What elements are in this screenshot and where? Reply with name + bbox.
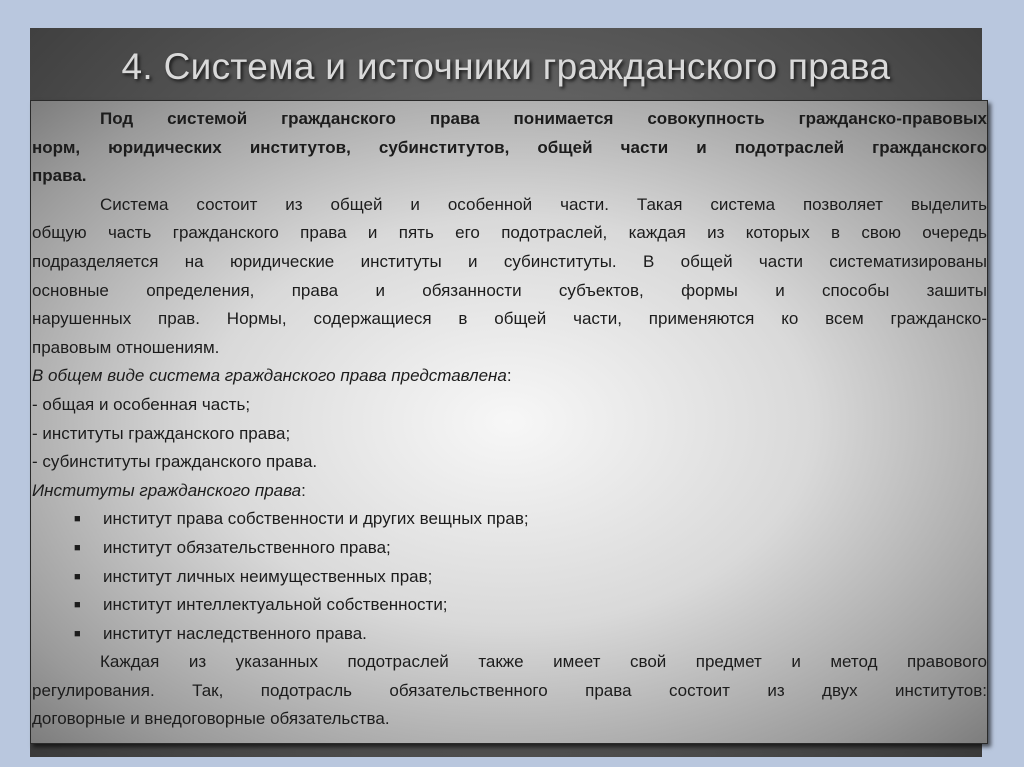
institute-item-text: институт наследственного права. — [103, 623, 367, 643]
institute-item-text: институт права собственности и других вещных прав; — [103, 509, 529, 529]
definition-line: норм, юридических институтов, субинститутов, общей части и подотраслей гражданского — [32, 137, 987, 157]
slide-title: 4. Система и источники гражданского права — [121, 46, 891, 87]
institute-item — [32, 591, 987, 620]
closing-paragraph-line: регулирования. Так, подотрасль обязательственного права состоит из двух институтов: — [32, 680, 987, 700]
square-bullet-icon: ■ — [74, 627, 81, 640]
closing-paragraph-line: договорные и внедоговорные обязательства. — [32, 709, 390, 729]
general-view-heading — [32, 362, 987, 391]
definition-line: Под системой гражданского права понимается совокупность гражданско-правовых — [100, 109, 987, 128]
institutes-colon: : — [301, 480, 306, 500]
system-paragraph-line: Система состоит из общей и особенной части. Такая система позволяет выделить — [100, 194, 987, 214]
institute-item-text: институт личных неимущественных прав; — [103, 566, 433, 586]
square-bullet-icon: ■ — [74, 513, 81, 526]
institutes-heading-text: Институты гражданского права — [32, 480, 302, 500]
definition-line: права. — [32, 166, 87, 186]
system-paragraph-line: нарушенных прав. Нормы, содержащиеся в общей части, применяются ко всем гражданско- — [32, 309, 987, 329]
square-bullet-icon: ■ — [74, 570, 81, 583]
institute-item-text: институт интеллектуальной собственности; — [103, 595, 448, 615]
general-view-item: - субинституты гражданского права. — [32, 452, 318, 472]
system-paragraph-line: подразделяется на юридические институты и субинституты. В общей части систематизированы — [32, 251, 987, 271]
institute-item — [32, 505, 987, 534]
general-view-colon: : — [506, 366, 512, 386]
square-bullet-icon: ■ — [74, 599, 81, 612]
institute-item-text: институт обязательственного права; — [103, 537, 391, 557]
institute-item — [32, 620, 987, 649]
institute-item — [32, 534, 987, 563]
general-view-heading-text: В общем виде система гражданского права представлена — [32, 366, 507, 386]
slide — [30, 28, 987, 757]
square-bullet-icon: ■ — [74, 541, 81, 554]
institutes-heading — [32, 477, 987, 506]
system-paragraph-line: правовым отношениям. — [32, 337, 220, 357]
content-panel — [30, 100, 988, 744]
system-paragraph-line: общую часть гражданского права и пять его подотраслей, каждая из которых в свою очередь — [32, 223, 987, 243]
institute-item — [32, 563, 987, 592]
closing-paragraph-line: Каждая из указанных подотраслей также имеет свой предмет и метод правового — [100, 652, 987, 672]
general-view-item: - институты гражданского права; — [32, 423, 291, 443]
system-paragraph-line: основные определения, права и обязанности субъектов, формы и способы зашиты — [32, 280, 987, 300]
general-view-item: - общая и особенная часть; — [32, 394, 251, 414]
